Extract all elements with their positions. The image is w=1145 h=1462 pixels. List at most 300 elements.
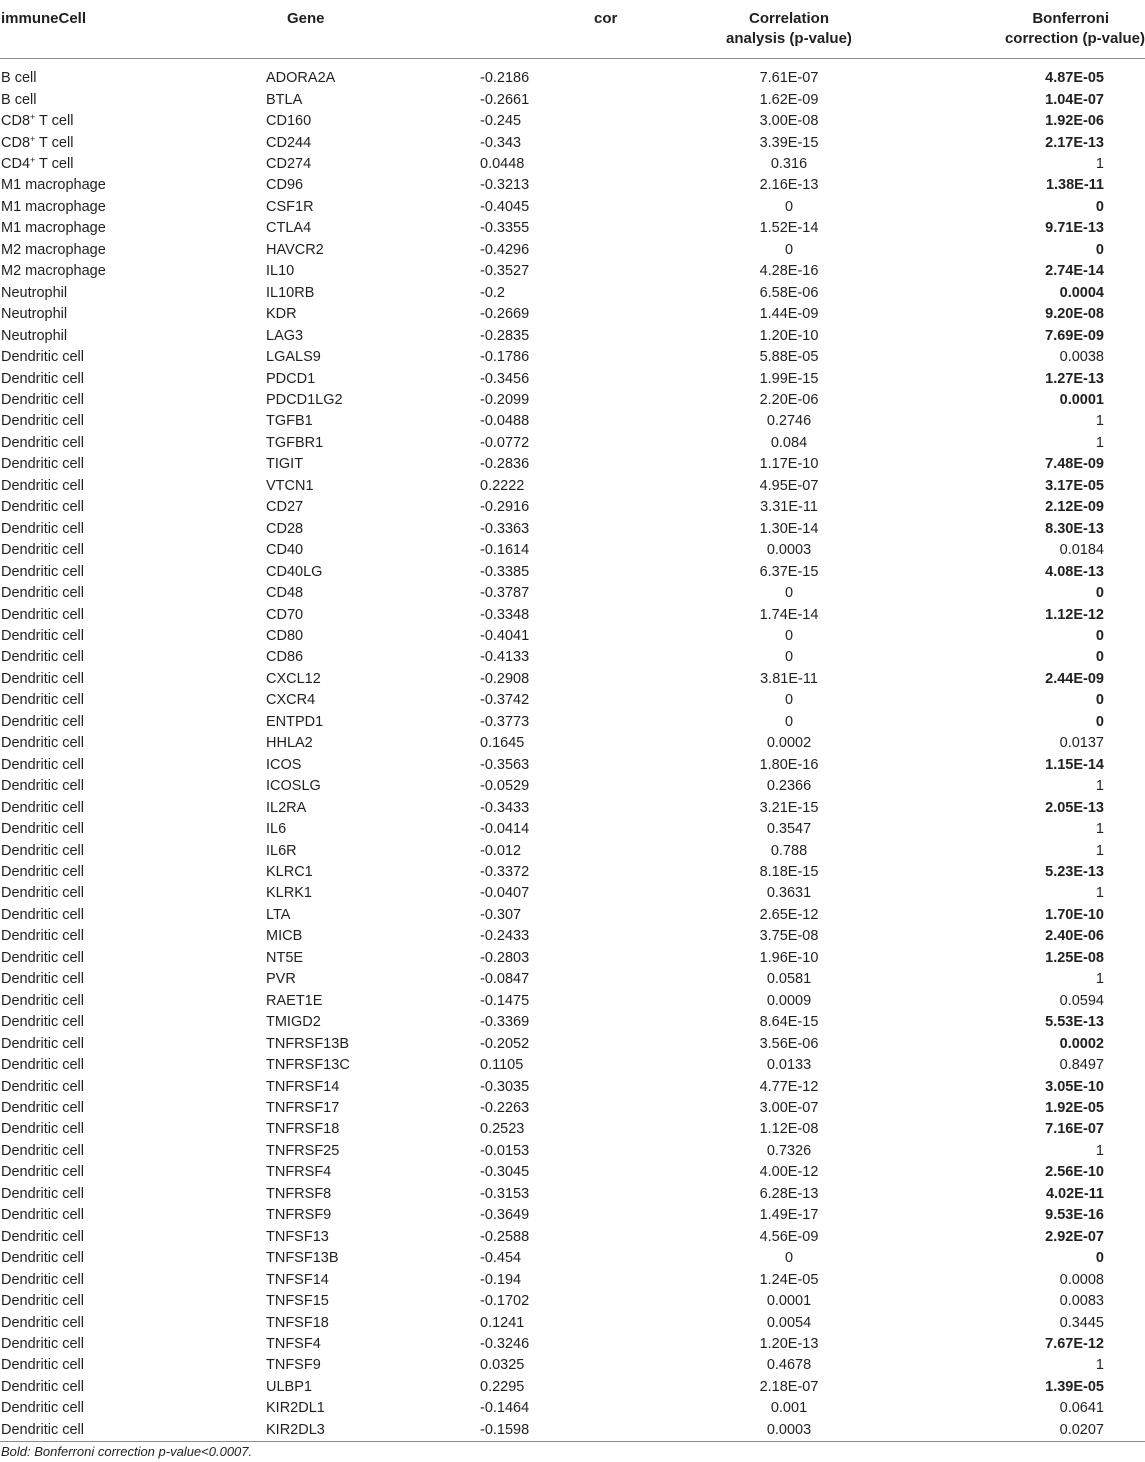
table-row: [0, 390, 1145, 411]
immune-cell-name: Dendritic cell: [1, 392, 84, 409]
cell-bonferroni-pvalue: 9.71E-13: [1045, 220, 1104, 237]
cell-bonferroni-pvalue: 0.0207: [910, 1420, 1145, 1442]
immune-cell-name: Dendritic cell: [1, 1400, 84, 1417]
immune-cell-name: Dendritic cell: [1, 563, 84, 580]
cell-immune-cell: [0, 1162, 237, 1183]
cell-cor: -0.2669: [480, 306, 530, 323]
cell-immune-cell: [0, 1420, 237, 1442]
cell-immune-cell: [0, 111, 237, 132]
cell-immune-cell: [0, 561, 237, 582]
cell-gene: TIGIT: [266, 456, 304, 473]
immune-cell-name: Dendritic cell: [1, 1378, 84, 1395]
cell-bonferroni-pvalue: 0.0004: [1059, 284, 1104, 301]
cell-cor: -0.2186: [480, 70, 530, 87]
immune-cell-name: Dendritic cell: [1, 413, 84, 430]
cell-immune-cell: [0, 476, 237, 497]
table-row: [0, 969, 1145, 990]
table-row: [0, 59, 1145, 90]
cell-cor: -0.3045: [480, 1164, 530, 1181]
table-row: [0, 883, 1145, 904]
immune-cell-suffix: T cell: [35, 156, 74, 173]
cell-immune-cell: [0, 1098, 237, 1119]
immune-cell-name: Dendritic cell: [1, 477, 84, 494]
cell-bonferroni-pvalue: 7.16E-07: [1045, 1121, 1104, 1138]
cell-correlation-pvalue: 1.99E-15: [759, 370, 819, 387]
immune-cell-name: Dendritic cell: [1, 1099, 84, 1116]
immune-cell-name: Dendritic cell: [1, 1035, 84, 1052]
cell-bonferroni-pvalue: 0.0184: [1059, 542, 1104, 559]
table-row: [0, 540, 1145, 561]
cell-gene: TNFSF4: [266, 1335, 321, 1352]
immune-cell-name: M2 macrophage: [1, 241, 106, 258]
cell-immune-cell: [0, 712, 237, 733]
immune-cell-name: Dendritic cell: [1, 992, 84, 1009]
table-row: [0, 325, 1145, 346]
table-row: [0, 733, 1145, 754]
cell-cor: -0.307: [480, 906, 522, 923]
immune-cell-name: Dendritic cell: [1, 756, 84, 773]
cell-gene: TNFSF13: [266, 1228, 329, 1245]
immune-cell-name: Neutrophil: [1, 284, 68, 301]
immune-cell-name: Dendritic cell: [1, 585, 84, 602]
table-row: [0, 669, 1145, 690]
cell-correlation-pvalue: 6.28E-13: [759, 1185, 819, 1202]
cell-bonferroni-pvalue: 2.44E-09: [1045, 670, 1104, 687]
cell-immune-cell: [0, 583, 237, 604]
cell-immune-cell: [0, 454, 237, 475]
cell-cor: -0.2263: [480, 1099, 530, 1116]
cell-bonferroni-pvalue: 1.25E-08: [1045, 949, 1104, 966]
table-row: [0, 647, 1145, 668]
cell-gene: TNFRSF13B: [266, 1035, 349, 1052]
cell-bonferroni-pvalue: 1.70E-10: [1045, 906, 1104, 923]
cell-cor: -0.2661: [480, 91, 530, 108]
cell-immune-cell: [0, 1248, 237, 1269]
cell-correlation-pvalue: 0: [784, 198, 794, 215]
cell-gene: PVR: [266, 971, 296, 988]
cell-gene: MICB: [266, 928, 303, 945]
table-row: [0, 497, 1145, 518]
cell-immune-cell: [0, 1184, 237, 1205]
cell-immune-cell: [0, 1269, 237, 1290]
immune-cell-name: Dendritic cell: [1, 1357, 84, 1374]
cell-correlation-pvalue: 4.95E-07: [759, 477, 819, 494]
cell-correlation-pvalue: 0.0054: [766, 1314, 812, 1331]
cell-correlation-pvalue: 1.24E-05: [759, 1271, 819, 1288]
immune-cell-name: CD8: [1, 113, 31, 130]
cell-immune-cell: [0, 368, 237, 389]
cell-cor: -0.3742: [480, 692, 530, 709]
cell-immune-cell: [0, 325, 237, 346]
cell-immune-cell: [0, 240, 237, 261]
cell-bonferroni-pvalue: 2.40E-06: [1045, 928, 1104, 945]
cell-gene: TNFSF13B: [266, 1250, 339, 1267]
table-row: [0, 1312, 1145, 1333]
cell-gene: CD70: [266, 606, 304, 623]
cell-bonferroni-pvalue: 7.69E-09: [1045, 327, 1104, 344]
cell-bonferroni-pvalue: 0: [1095, 692, 1104, 709]
cell-gene: HAVCR2: [266, 241, 324, 258]
cell-gene: HHLA2: [266, 735, 313, 752]
immune-cell-name: M1 macrophage: [1, 177, 106, 194]
cell-bonferroni-pvalue: 0.0594: [1059, 992, 1104, 1009]
cell-bonferroni-pvalue: 1: [1095, 413, 1104, 430]
cell-bonferroni-pvalue: 1: [1095, 156, 1104, 173]
cell-bonferroni-pvalue: 0.0001: [1059, 392, 1104, 409]
cell-bonferroni-pvalue: 0: [1095, 649, 1104, 666]
immune-cell-name: Dendritic cell: [1, 1164, 84, 1181]
cell-immune-cell: [0, 1012, 237, 1033]
cell-correlation-pvalue: 0.3631: [766, 885, 812, 902]
header-correlation-line2: analysis (p-value): [726, 30, 852, 47]
cell-gene: CD160: [266, 113, 312, 130]
header-correlation-line1: Correlation: [748, 10, 829, 27]
cell-correlation-pvalue: 0.084: [770, 434, 808, 451]
cell-immune-cell: [0, 948, 237, 969]
immune-cell-name: Neutrophil: [1, 327, 68, 344]
cell-cor: -0.3363: [480, 520, 530, 537]
cell-gene: BTLA: [266, 91, 303, 108]
cell-correlation-pvalue: 3.00E-08: [759, 113, 819, 130]
cell-bonferroni-pvalue: 0.0641: [1059, 1400, 1104, 1417]
cell-gene: PDCD1: [266, 370, 316, 387]
cell-bonferroni-pvalue: 7.67E-12: [1045, 1335, 1104, 1352]
cell-correlation-pvalue: 0.7326: [766, 1142, 812, 1159]
table-row: [0, 712, 1145, 733]
header-bonferroni-line1: Bonferroni: [1032, 10, 1109, 27]
table-row: [0, 1269, 1145, 1290]
table-row: [0, 1162, 1145, 1183]
cell-immune-cell: [0, 197, 237, 218]
immune-cell-name: M1 macrophage: [1, 220, 106, 237]
cell-correlation-pvalue: 5.88E-05: [759, 349, 819, 366]
table-row: [0, 1033, 1145, 1054]
cell-correlation-pvalue: 4.28E-16: [759, 263, 819, 280]
cell-gene: CD96: [266, 177, 304, 194]
cell-bonferroni-pvalue: 5.53E-13: [1045, 1014, 1104, 1031]
cell-bonferroni-pvalue: 2.05E-13: [1045, 799, 1104, 816]
cell-correlation-pvalue: 0.2746: [766, 413, 812, 430]
immune-cell-name: M2 macrophage: [1, 263, 106, 280]
cell-cor: -0.1464: [480, 1400, 530, 1417]
cell-immune-cell: [0, 175, 237, 196]
cell-cor: -0.4041: [480, 628, 530, 644]
cell-correlation-pvalue: 0.001: [770, 1400, 808, 1417]
table-row: [0, 1420, 1145, 1442]
cell-gene: CD28: [266, 520, 304, 537]
cell-cor: -0.3369: [480, 1014, 530, 1031]
cell-cor: -0.0407: [480, 885, 530, 902]
cell-immune-cell: [0, 604, 237, 625]
cell-gene: TNFRSF18: [266, 1121, 340, 1138]
immune-cell-name: Dendritic cell: [1, 1228, 84, 1245]
cell-correlation-pvalue: 3.56E-06: [759, 1035, 819, 1052]
cell-correlation-pvalue: 0: [784, 649, 794, 666]
cell-gene: VTCN1: [266, 477, 314, 494]
cell-immune-cell: [0, 862, 237, 883]
cell-bonferroni-pvalue: 0.0038: [1059, 349, 1104, 366]
cell-correlation-pvalue: 1.44E-09: [759, 306, 819, 323]
cell-gene: IL10RB: [266, 284, 315, 301]
cell-bonferroni-pvalue: 9.53E-16: [1045, 1207, 1104, 1224]
cell-immune-cell: [0, 347, 237, 368]
immune-cell-name: Dendritic cell: [1, 434, 84, 451]
table-row: [0, 454, 1145, 475]
cell-cor: 0.2295: [480, 1378, 525, 1395]
cell-cor: -0.2803: [480, 949, 530, 966]
cell-immune-cell: [0, 1291, 237, 1312]
cell-immune-cell: [0, 497, 237, 518]
cell-immune-cell: [0, 1033, 237, 1054]
cell-bonferroni-pvalue: 1: [1095, 885, 1104, 902]
cell-bonferroni-pvalue: 0.3445: [1059, 1314, 1104, 1331]
cell-gene: RAET1E: [266, 992, 323, 1009]
cell-correlation-pvalue: 0.0133: [766, 1057, 812, 1074]
cell-gene: CD274: [266, 156, 312, 173]
cell-immune-cell: [0, 690, 237, 711]
cell-immune-cell: [0, 819, 237, 840]
immune-cell-name: B cell: [1, 70, 37, 87]
header-immune-cell: immuneCell: [0, 0, 237, 59]
cell-cor: 0.2523: [480, 1121, 525, 1138]
cell-immune-cell: [0, 1141, 237, 1162]
cell-correlation-pvalue: 7.61E-07: [759, 70, 819, 87]
cell-immune-cell: [0, 132, 237, 153]
table-row: [0, 948, 1145, 969]
table-row: [0, 1098, 1145, 1119]
cell-correlation-pvalue: 0.0001: [766, 1293, 812, 1310]
immune-cell-name: Dendritic cell: [1, 1121, 84, 1138]
cell-gene: TNFRSF13C: [266, 1057, 350, 1074]
cell-cor: -0.2908: [480, 670, 530, 687]
table-row: [0, 240, 1145, 261]
cell-cor: -0.3348: [480, 606, 530, 623]
cell-immune-cell: [0, 797, 237, 818]
table-row: [0, 862, 1145, 883]
table-row: [0, 218, 1145, 239]
cell-bonferroni-pvalue: 4.02E-11: [1045, 1185, 1104, 1202]
header-bonferroni-correction: [910, 0, 1145, 59]
cell-correlation-pvalue: 3.75E-08: [759, 928, 819, 945]
cell-correlation-pvalue: 0: [784, 692, 794, 709]
cell-immune-cell: [0, 1334, 237, 1355]
immune-cell-name: Dendritic cell: [1, 370, 84, 387]
cell-cor: -0.3433: [480, 799, 530, 816]
cell-gene: CD40: [266, 542, 304, 559]
cell-correlation-pvalue: 3.39E-15: [759, 134, 819, 151]
cell-gene: CSF1R: [266, 198, 314, 215]
cell-cor: -0.1598: [424, 1420, 648, 1442]
table-row: [0, 776, 1145, 797]
cell-correlation-pvalue: 2.20E-06: [759, 392, 819, 409]
cell-correlation-pvalue: 6.58E-06: [759, 284, 819, 301]
table-row: [0, 626, 1145, 647]
cell-bonferroni-pvalue: 8.30E-13: [1045, 520, 1104, 537]
cell-correlation-pvalue: 8.18E-15: [759, 863, 819, 880]
cell-correlation-pvalue: 0: [784, 713, 794, 730]
header-correlation-analysis: [648, 0, 910, 59]
cell-gene: TNFRSF4: [266, 1164, 332, 1181]
cell-cor: -0.2099: [480, 392, 530, 409]
cell-gene: KDR: [266, 306, 297, 323]
cell-cor: -0.2: [480, 284, 505, 301]
table-row: [0, 197, 1145, 218]
cell-cor: -0.3385: [480, 563, 530, 580]
cell-immune-cell: [0, 154, 237, 175]
cell-bonferroni-pvalue: 0.0002: [1059, 1035, 1104, 1052]
cell-gene: ULBP1: [266, 1378, 312, 1395]
immune-cell-name: CD8: [1, 134, 31, 151]
cell-correlation-pvalue: 0.0003: [648, 1420, 910, 1442]
cell-cor: -0.4045: [480, 198, 530, 215]
cell-cor: -0.3787: [480, 585, 530, 602]
cell-bonferroni-pvalue: 0: [1095, 198, 1104, 215]
header-gene: Gene: [237, 0, 424, 59]
cell-bonferroni-pvalue: 2.17E-13: [1045, 134, 1104, 151]
cell-correlation-pvalue: 1.49E-17: [759, 1207, 819, 1224]
cell-cor: -0.2052: [480, 1035, 530, 1052]
cell-correlation-pvalue: 1.74E-14: [759, 606, 819, 623]
cell-immune-cell: [0, 261, 237, 282]
cell-immune-cell: [0, 669, 237, 690]
cell-immune-cell: [0, 1205, 237, 1226]
cell-cor: 0.1241: [480, 1314, 525, 1331]
cell-immune-cell: [0, 840, 237, 861]
cell-immune-cell: [0, 969, 237, 990]
immune-cell-name: Dendritic cell: [1, 1185, 84, 1202]
immune-cell-name: Neutrophil: [1, 306, 68, 323]
cell-cor: -0.3456: [480, 370, 530, 387]
cell-bonferroni-pvalue: 1.04E-07: [1045, 91, 1104, 108]
cell-gene: IL6: [266, 821, 287, 838]
cell-immune-cell: [0, 283, 237, 304]
cell-bonferroni-pvalue: 2.12E-09: [1045, 499, 1104, 516]
immune-cell-name: Dendritic cell: [1, 1057, 84, 1074]
table-row: [0, 1055, 1145, 1076]
table-row: [0, 1076, 1145, 1097]
cell-bonferroni-pvalue: 1: [1095, 778, 1104, 795]
cell-immune-cell: [0, 883, 237, 904]
cell-gene: TNFRSF17: [266, 1099, 340, 1116]
cell-bonferroni-pvalue: 1: [1095, 434, 1104, 451]
cell-gene: KIR2DL3: [237, 1420, 424, 1442]
cell-gene: CD86: [266, 649, 304, 666]
cell-correlation-pvalue: 0.3547: [766, 821, 812, 838]
cell-bonferroni-pvalue: 2.74E-14: [1045, 263, 1104, 280]
cell-bonferroni-pvalue: 1.92E-06: [1045, 113, 1104, 130]
immune-cell-name: Dendritic cell: [1, 842, 84, 859]
cell-gene: CXCL12: [266, 670, 321, 687]
cell-correlation-pvalue: 3.21E-15: [759, 799, 819, 816]
cell-bonferroni-pvalue: 1.39E-05: [1045, 1378, 1104, 1395]
header-row: [0, 0, 1145, 59]
table-row: [0, 111, 1145, 132]
immune-cell-name: Dendritic cell: [1, 949, 84, 966]
cell-correlation-pvalue: 0.0581: [766, 971, 812, 988]
cell-gene: TNFRSF25: [266, 1142, 340, 1159]
cell-cor: 0.2222: [480, 477, 525, 494]
cell-gene: KLRK1: [266, 885, 312, 902]
cell-correlation-pvalue: 0: [784, 1250, 794, 1267]
cell-gene: CD40LG: [266, 563, 323, 580]
cell-bonferroni-pvalue: 1.27E-13: [1045, 370, 1104, 387]
table-row: [0, 304, 1145, 325]
cell-gene: CD244: [266, 134, 312, 151]
cell-bonferroni-pvalue: 3.05E-10: [1045, 1078, 1104, 1095]
cell-cor: 0.1105: [480, 1057, 524, 1074]
table-row: [0, 368, 1145, 389]
immune-cell-name: Dendritic cell: [1, 606, 84, 623]
cell-cor: -0.4296: [480, 241, 530, 258]
immune-cell-name: Dendritic cell: [1, 906, 84, 923]
cell-bonferroni-pvalue: 1.15E-14: [1045, 756, 1104, 773]
cell-correlation-pvalue: 4.77E-12: [759, 1078, 819, 1095]
cell-immune-cell: [0, 755, 237, 776]
cell-correlation-pvalue: 1.96E-10: [759, 949, 819, 966]
cell-immune-cell: [0, 1226, 237, 1247]
cell-correlation-pvalue: 1.20E-13: [759, 1335, 819, 1352]
immune-cell-superscript: +: [30, 112, 36, 123]
table-row: [0, 1012, 1145, 1033]
immune-cell-name: Dendritic cell: [1, 1421, 84, 1438]
cell-gene: IL2RA: [266, 799, 307, 816]
cell-gene: CXCR4: [266, 692, 316, 709]
table-row: [0, 1205, 1145, 1226]
table-row: [0, 1248, 1145, 1269]
header-cor: cor: [424, 0, 648, 59]
immune-cell-name: Dendritic cell: [1, 499, 84, 516]
cell-correlation-pvalue: 1.80E-16: [759, 756, 819, 773]
immune-cell-name: Dendritic cell: [1, 1250, 84, 1267]
table-row: [0, 347, 1145, 368]
cell-bonferroni-pvalue: 2.92E-07: [1045, 1228, 1104, 1245]
cell-immune-cell: [0, 776, 237, 797]
cell-cor: -0.3246: [480, 1335, 530, 1352]
immune-cell-superscript: +: [30, 133, 36, 144]
cell-bonferroni-pvalue: 1.12E-12: [1045, 606, 1104, 623]
immune-cell-name: Dendritic cell: [1, 542, 84, 559]
cell-correlation-pvalue: 1.12E-08: [759, 1121, 819, 1138]
cell-immune-cell: [0, 1398, 237, 1419]
cell-correlation-pvalue: 0.0002: [766, 735, 812, 752]
cell-cor: -0.012: [480, 842, 522, 859]
cell-cor: -0.245: [480, 113, 522, 130]
table-row: [0, 175, 1145, 196]
cell-cor: -0.3649: [480, 1207, 530, 1224]
table-row: [0, 561, 1145, 582]
cell-immune-cell: [0, 647, 237, 668]
table-body: [0, 59, 1145, 1442]
header-bonferroni-line2: correction (p-value): [1004, 30, 1145, 47]
cell-immune-cell: [0, 89, 237, 110]
cell-cor: -0.0414: [480, 821, 530, 838]
cell-bonferroni-pvalue: 1: [1095, 971, 1104, 988]
table-row: [0, 840, 1145, 861]
cell-cor: -0.0772: [480, 434, 530, 451]
cell-cor: -0.2916: [480, 499, 530, 516]
cell-gene: NT5E: [266, 949, 304, 966]
table-row: [0, 154, 1145, 175]
cell-correlation-pvalue: 2.65E-12: [759, 906, 819, 923]
cell-gene: TNFRSF8: [266, 1185, 332, 1202]
cell-cor: -0.1786: [480, 349, 530, 366]
immune-cell-suffix: T cell: [35, 113, 74, 130]
cell-immune-cell: [0, 733, 237, 754]
cell-correlation-pvalue: 0.788: [770, 842, 808, 859]
table-row: [0, 990, 1145, 1011]
cell-cor: -0.0488: [480, 413, 530, 430]
table-row: [0, 1377, 1145, 1398]
